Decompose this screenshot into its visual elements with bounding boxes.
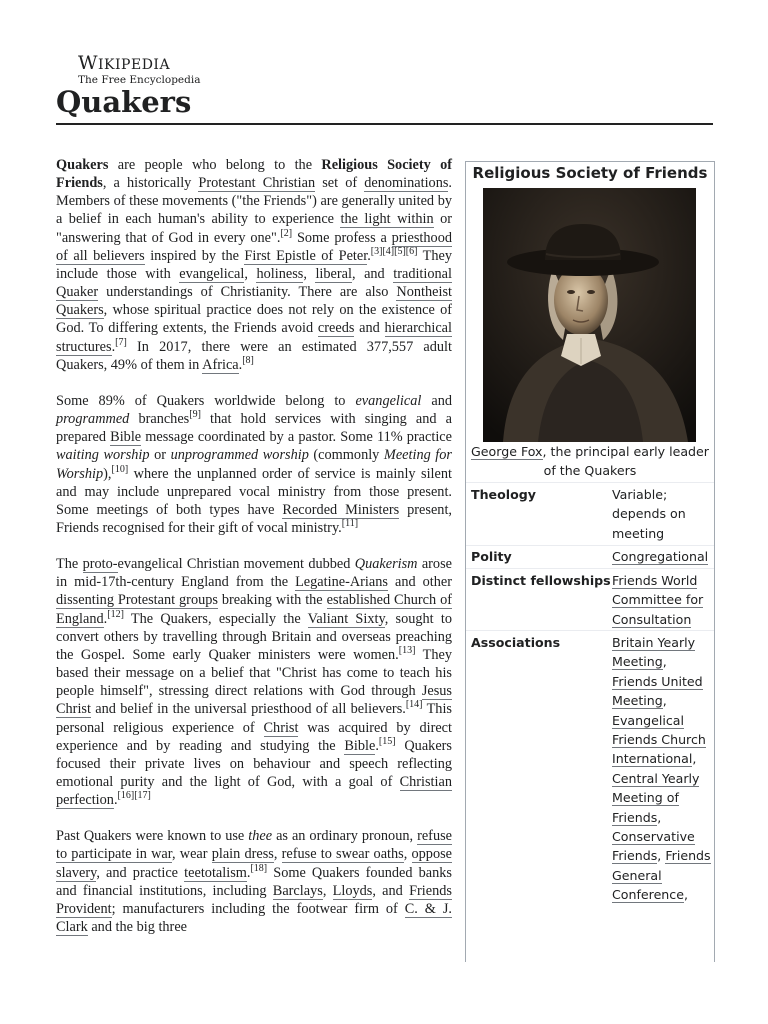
paragraph-3: The proto-evangelical Christian movement dubbed Quakerism arose in mid-17th-century England from the Legatine-Arians and other dissenting Protestant groups breaking with the established Church of England.[12] The Quakers, especially the Valiant Sixty, sought to convert others by travelling through Britain and overseas preaching the Gospel. Some early Quaker ministers were women.[13] They based their message on a belief that "Christ has come to teach his people himself", stressing direct relations with God through Jesus Christ and belief in the universal priesthood of all believers.[14] This personal religious experience of Christ was acquired by direct experience and by reading and studying the Bible.[15] Quakers focused their private lives on behaviour and speech reflecting emotional purity and the light of God, with a goal of Christian perfection.[16][17] <box>56 556 452 809</box>
friends-world-committee-link[interactable]: Friends World Committee for Consultation <box>612 573 704 627</box>
citation-ref[interactable]: [8] <box>242 354 254 366</box>
citation-ref[interactable]: [3][4][5][6] <box>370 245 418 257</box>
infobox-divider <box>466 482 714 483</box>
infobox-value <box>612 547 712 566</box>
article-link[interactable]: liberal <box>315 265 352 282</box>
article-link[interactable]: teetotalism <box>184 864 247 881</box>
association-link[interactable]: Britain Yearly Meeting <box>612 635 696 670</box>
association-link[interactable]: Friends General Conference <box>612 848 711 903</box>
article-link[interactable]: Barclays <box>272 882 323 899</box>
article-link[interactable]: priesthood of all believers <box>56 229 452 264</box>
association-link[interactable]: Conservative Friends <box>612 829 695 864</box>
citation-ref[interactable]: [14] <box>405 699 423 711</box>
infobox-caption: George Fox, the principal early leader of the Quakers <box>471 444 709 479</box>
infobox-divider <box>466 545 714 546</box>
article-link[interactable]: plain dress <box>211 846 274 863</box>
association-link[interactable]: Evangelical Friends Church International <box>612 712 706 767</box>
citation-ref[interactable]: [12] <box>107 608 124 620</box>
article-link[interactable]: Bible <box>110 429 142 446</box>
article-link[interactable]: refuse to swear oaths <box>281 846 404 863</box>
article-link[interactable]: refuse to participate in war <box>56 828 453 863</box>
article-link[interactable]: denominations <box>364 175 449 192</box>
article-link[interactable]: Recorded Ministers <box>282 501 400 518</box>
citation-ref[interactable]: [13] <box>398 644 416 656</box>
wikipedia-wordmark: Wikipedia <box>78 50 171 74</box>
article-link[interactable]: Bible <box>344 737 376 754</box>
page-title: Quakers <box>56 85 192 119</box>
citation-ref[interactable]: [10] <box>111 463 129 475</box>
article-link[interactable]: Nontheist Quakers <box>56 284 452 319</box>
article-link[interactable]: evangelical <box>179 265 245 282</box>
george-fox-link[interactable]: George Fox <box>471 444 543 459</box>
article-link[interactable]: Christ <box>263 719 299 736</box>
article-link[interactable]: established Church of England <box>56 592 452 627</box>
infobox-label: Theology <box>471 487 536 502</box>
infobox-title: Religious Society of Friends <box>472 164 708 182</box>
article-link[interactable]: Legatine-Arians <box>295 574 388 591</box>
citation-ref[interactable]: [9] <box>189 409 201 421</box>
association-link[interactable]: Central Yearly Meeting of Friends <box>612 770 700 825</box>
citation-ref[interactable]: [18] <box>250 862 268 874</box>
article-link[interactable]: creeds <box>317 320 355 337</box>
infobox-label: Associations <box>471 635 561 650</box>
infobox-divider <box>466 630 714 631</box>
article-link[interactable]: dissenting Protestant groups <box>56 592 218 609</box>
article-link[interactable]: Valiant Sixty <box>307 610 385 627</box>
article-link[interactable]: First Epistle of Peter <box>244 247 368 264</box>
associations-list: Britain Yearly Meeting, Friends United Meeting, Evangelical Friends Church International, Central Yearly Meeting of Friends, Conservative Friends, Friends General Conference, <box>612 635 711 903</box>
paragraph-1: Quakers are people who belong to the Religious Society of Friends, a historically Protestant Christian set of denominations. Members of these movements ("the Friends") are generally united by a belief in each human's ability to experience the light within or "answering that of God in every one".[2] Some profess a priesthood of all believers inspired by the First Epistle of Peter.[3][4][5][6] They include those with evangelical, holiness, liberal, and traditional Quaker understandings of Christianity. There are also Nontheist Quakers, whose spiritual practice does not rely on the existence of God. To differing extents, the Friends avoid creeds and hierarchical structures.[7] In 2017, there were an estimated 377,557 adult Quakers, 49% of them in Africa.[8] <box>56 157 453 373</box>
infobox-label: Polity <box>471 549 512 564</box>
article-link[interactable]: Lloyds <box>332 882 373 899</box>
article-link[interactable]: holiness <box>256 265 304 282</box>
citation-ref[interactable]: [11] <box>341 517 359 529</box>
citation-ref[interactable]: [15] <box>378 735 396 747</box>
infobox-value <box>612 571 712 629</box>
article-link[interactable]: Africa <box>202 356 239 373</box>
article-link[interactable]: the light within <box>340 211 434 228</box>
citation-ref[interactable]: [16][17] <box>117 790 151 802</box>
title-divider <box>56 123 713 125</box>
paragraph-2: Some 89% of Quakers worldwide belong to evangelical and programmed branches[9] that hold services with singing and a prepared Bible message coordinated by a pastor. Some 11% practice waiting worship or unprogrammed worship (commonly Meeting for Worship),[10] where the unplanned order of service is mainly silent and may include unprepared vocal ministry from those present. Some meetings of both types have Recorded Ministers present, Friends recognised for their gift of vocal ministry.[11] <box>56 392 452 536</box>
citation-ref[interactable]: [2] <box>280 227 293 239</box>
infobox-value: Variable; depends on meeting <box>612 487 686 541</box>
george-fox-portrait-image[interactable] <box>483 188 696 442</box>
citation-ref[interactable]: [7] <box>115 336 127 348</box>
congregational-link[interactable]: Congregational <box>612 549 709 564</box>
wikipedia-logo[interactable] <box>78 52 218 86</box>
article-body <box>56 156 452 954</box>
article-link[interactable]: hierarchical structures <box>56 320 452 355</box>
article-link[interactable]: Protestant Christian <box>198 175 316 192</box>
infobox <box>465 161 715 962</box>
article-link[interactable]: C. & J. Clark <box>56 900 452 936</box>
article-link[interactable]: proto- <box>82 556 118 573</box>
article-link[interactable]: Friends Provident <box>56 882 452 917</box>
wikipedia-tagline: The Free Encyclopedia <box>78 74 201 86</box>
paragraph-4: Past Quakers were known to use thee as an ordinary pronoun, refuse to participate in war, wear plain dress, refuse to swear oaths, oppose slavery, and practice teetotalism.[18] Some Quakers founded banks and financial institutions, including Barclays, Lloyds, and Friends Provident; manufacturers including the footwear firm of C. & J. Clark and the big three <box>56 828 453 936</box>
infobox-divider <box>466 568 714 569</box>
article-link[interactable]: oppose slavery <box>56 846 453 881</box>
article-link[interactable]: traditional Quaker <box>56 265 452 301</box>
infobox-label: Distinct fellowships <box>471 573 611 588</box>
article-link[interactable]: Jesus Christ <box>56 683 452 718</box>
association-link[interactable]: Friends United Meeting <box>612 673 703 709</box>
article-link[interactable]: Christian perfection <box>56 774 452 809</box>
